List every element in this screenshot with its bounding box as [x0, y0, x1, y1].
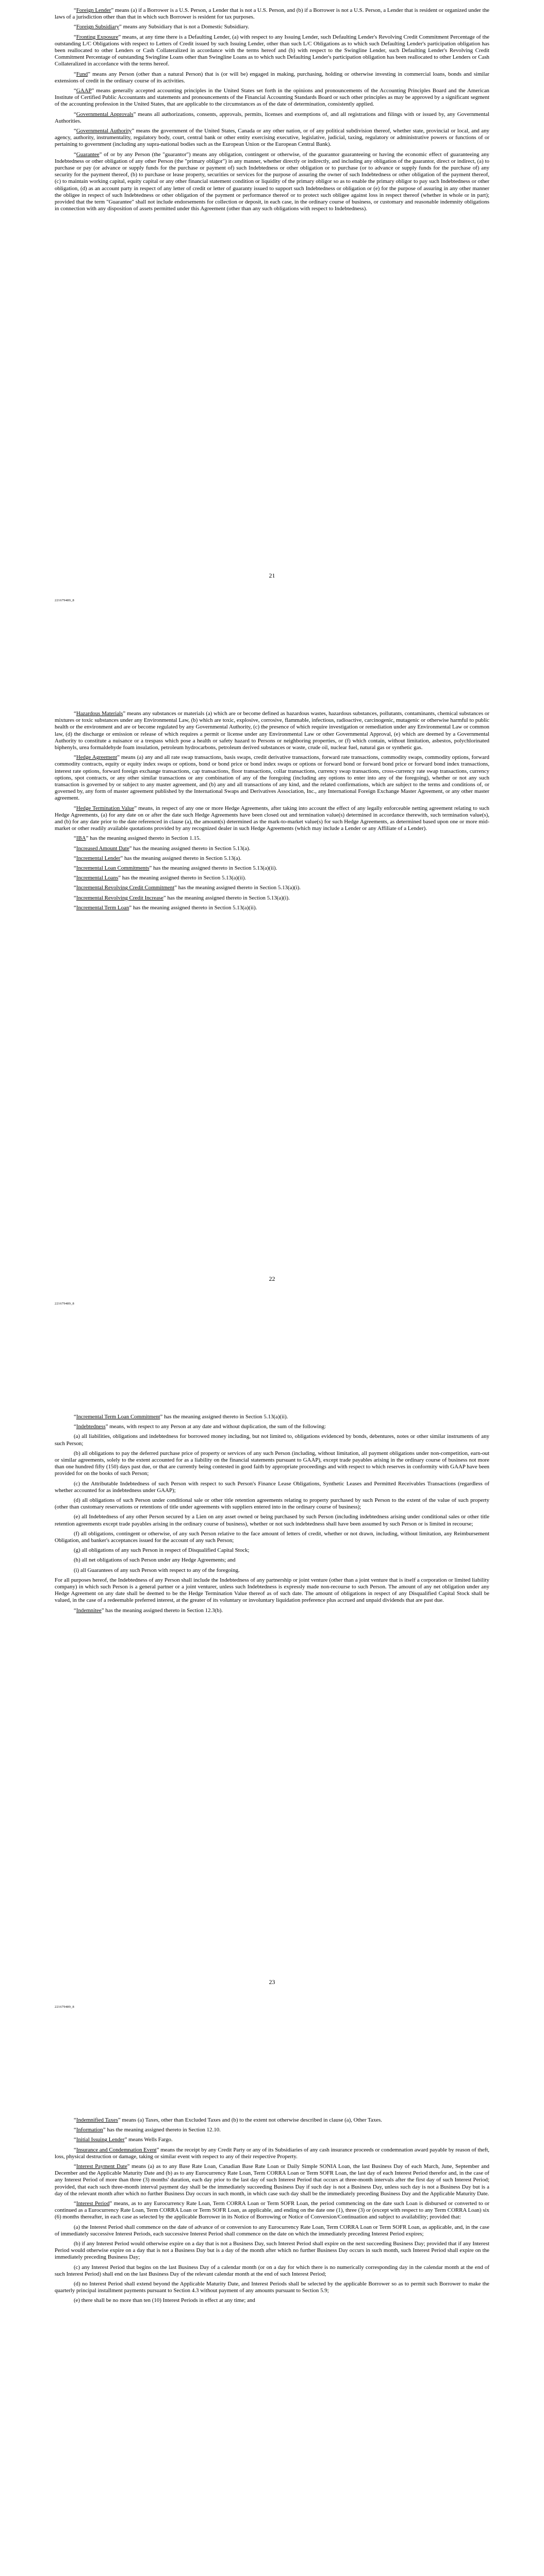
defined-term: Foreign Lender: [76, 7, 111, 13]
defined-term: Governmental Approvals: [76, 111, 134, 117]
definition-paragraph: “GAAP” means generally accepted accounting principles in the United States set forth in the opinions and pronouncements of the Accounting Principles Board and the American Institute of Certified Public Accountants and statements and pronouncements of the Financial Accounting Standards Board or such other principles as may be approved by a significant segment of the accounting profession in the United States, that are applicable to the circumstances as of the date of determination, consistently applied.: [55, 88, 489, 108]
definition-text: has the meaning assigned thereto in Section 5.13(a)(i).: [176, 885, 301, 891]
defined-term: Incremental Loan Commitments: [76, 865, 150, 872]
page-number: 21: [269, 572, 275, 579]
definition-text: means, at any time there is a Defaulting Lender, (a) with respect to any Issuing Lender, such Defaulting Lender's Revolving Credit Commitment Percentage of the outstanding L/C Obligations with respect to Letters of Credit issued by such Issuing Lender, other than such L/C Obligations as to which such Defaulting Lender's participation obligation has been reallocated to other Lenders or Cash Collateralized in accordance with the terms hereof and (b) with respect to the Swingline Lender, such Defaulting Lender's Revolving Credit Commitment Percentage of outstanding Swingline Loans other than Swingline Loans as to which such Defaulting Lender's participation obligation has been reallocated to other Lenders or Cash Collateralized in accordance with the terms hereof.: [55, 33, 489, 67]
body-paragraph: For all purposes hereof, the Indebtedness of any Person shall include the Indebtedness of any partnership or joint venture (other than a joint venture that is itself a corporation or limited liability company) in which such Person is a general partner or a joint venturer, unless such Indebtedness is expressly made non-recourse to such Person. The amount of any net obligation under any Hedge Agreement on any date shall be deemed to be the Hedge Termination Value thereof as of such date. The amount of obligations in respect of any Disqualified Capital Stock shall be valued, in the case of a redeemable preferred interest, at the greater of its voluntary or involuntary liquidation preference plus accrued and unpaid dividends that are past due.: [55, 1577, 489, 1604]
definition-text: means Wells Fargo.: [127, 2137, 173, 2143]
definition-text: has the meaning assigned thereto in Section 5.13(a).: [131, 845, 251, 852]
clause-paragraph: (c) any Interest Period that begins on the last Business Day of a calendar month (or on a day for which there is no numerically corresponding day in the calendar month at the end of such Interest Period) shall end on the last Business Day of the relevant calendar month at the end of such Interest Period;: [55, 2264, 489, 2277]
defined-term: Governmental Authority: [76, 128, 132, 134]
page-body: [55, 7, 489, 212]
defined-term: Indebtedness: [76, 1423, 106, 1430]
clause-paragraph: (c) the Attributable Indebtedness of such Person with respect to such Person's Finance Lease Obligations, Synthetic Leases and Permitted Receivables Transactions (regardless of whether accounted for as indebtedness under GAAP);: [55, 1480, 489, 1494]
definition-text: means (a) Taxes, other than Excluded Taxes and (b) to the extent not otherwise described in clause (a), Other Taxes.: [120, 2117, 382, 2123]
definition-text: means, in respect of any one or more Hedge Agreements, after taking into account the effect of any legally enforceable netting agreement relating to such Hedge Agreements, (a) for any date on or after the date such Hedge Agreements have been closed out and termination value(s) determined in accordance therewith, such termination value(s), and (b) for any date prior to the date referenced in clause (a), the amount(s) determined as the mark-to-market value(s) for such Hedge Agreements, as determined based upon one or more mid-market or other readily available quotations provided by any recognized dealer in such Hedge Agreements (which may include a Lender or any Affiliate of a Lender).: [55, 805, 489, 832]
defined-term: Fund: [76, 71, 88, 77]
definition-paragraph: “Incremental Loans” has the meaning assigned thereto in Section 5.13(a)(ii).: [74, 875, 246, 882]
clause-paragraph: (d) no Interest Period shall extend beyond the Applicable Maturity Date, and Interest Periods shall be selected by the applicable Borrower so as to permit such Borrower to make the quarterly principal installment payments pursuant to Section 4.3 without payment of any amounts pursuant to Section 5.9;: [55, 2281, 489, 2294]
definition-paragraph: “Initial Issuing Lender” means Wells Fargo.: [74, 2137, 173, 2143]
page-number: 22: [269, 1275, 275, 1282]
definition-text: means generally accepted accounting principles in the United States set forth in the opinions and pronouncements of the Accounting Principles Board and the American Institute of Certified Public Accountants and statements and pronouncements of the Financial Accounting Standards Board or such other principles as may be approved by a significant segment of the accounting profession in the United States, that are applicable to the circumstances as of the date of determination, consistently applied.: [55, 88, 489, 108]
defined-term: Incremental Revolving Credit Increase: [76, 894, 163, 901]
clause-paragraph: (e) all Indebtedness of any other Person secured by a Lien on any asset owned or being purchased by such Person (including indebtedness arising under conditional sales or other title retention agreements except trade payables arising in the ordinary course of business), whether or not such indebtedness shall have been assumed by such Person or is limited in recourse;: [55, 1514, 489, 1527]
document-id: 221679489_8: [55, 1302, 74, 1306]
definition-paragraph: “Incremental Loan Commitments” has the meaning assigned thereto in Section 5.13(a)(ii).: [74, 865, 277, 872]
definition-text: means the receipt by any Credit Party or any of its Subsidiaries of any cash insurance proceeds or condemnation award payable by reason of theft, loss, physical destruction or damage, taking or similar event with respect to any of their respective Property.: [55, 2146, 490, 2160]
defined-term: Incremental Term Loan Commitment: [76, 1414, 160, 1420]
clause-paragraph: (e) there shall be no more than ten (10) Interest Periods in effect at any time; and: [74, 2297, 255, 2304]
clause-paragraph: (a) the Interest Period shall commence on the date of advance of or conversion to any Eurocurrency Rate Loan, Term CORRA Loan or Term SOFR Loan, as applicable, and, in the case of immediately successive Interest Periods, each successive Interest Period shall commence on the date on which the immediately preceding Interest Period expires;: [55, 2224, 489, 2237]
definition-text: has the meaning assigned thereto in Section 5.13(a)(ii).: [131, 904, 257, 911]
defined-term: IBA: [76, 835, 86, 842]
definition-paragraph: “Fund” means any Person (other than a natural Person) that is (or will be) engaged in making, purchasing, holding or otherwise investing in commercial loans, bonds and similar extensions of credit in the ordinary course of its activities.: [55, 71, 489, 84]
definition-paragraph: “Governmental Approvals” means all authorizations, consents, approvals, permits, licenses and exemptions of, and all registrations and filings with or issued by, any Governmental Authorities.: [55, 111, 489, 124]
definition-text: has the meaning assigned thereto in Section 5.13(a)(ii).: [152, 865, 277, 872]
defined-term: Interest Payment Date: [76, 2163, 127, 2170]
definition-paragraph: “Foreign Subsidiary” means any Subsidiary that is not a Domestic Subsidiary.: [74, 24, 250, 30]
definition-paragraph: “Hedge Termination Value” means, in respect of any one or more Hedge Agreements, after taking into account the effect of any legally enforceable netting agreement relating to such Hedge Agreements, (a) for any date on or after the date such Hedge Agreements have been closed out and termination value(s) determined in accordance therewith, such termination value(s), and (b) for any date prior to the date referenced in clause (a), the amount(s) determined as the mark-to-market value(s) for such Hedge Agreements, as determined based upon one or more mid-market or other readily available quotations provided by any recognized dealer in such Hedge Agreements (which may include a Lender or any Affiliate of a Lender).: [55, 805, 489, 832]
defined-term: Insurance and Condemnation Event: [76, 2146, 157, 2153]
definition-paragraph: “Foreign Lender” means (a) if a Borrower is a U.S. Person, a Lender that is not a U.S. Person, and (b) if a Borrower is not a U.S. Person, a Lender that is resident or organized under the laws of a jurisdiction other than that in which such Borrower is resident for tax purposes.: [55, 7, 489, 21]
definition-text: means any Person (other than a natural Person) that is (or will be) engaged in making, purchasing, holding or otherwise investing in commercial loans, bonds and similar extensions of credit in the ordinary course of its activities.: [55, 71, 489, 84]
defined-term: Foreign Subsidiary: [76, 24, 120, 30]
defined-term: Indemnified Taxes: [76, 2117, 118, 2123]
definition-paragraph: “Incremental Term Loan Commitment” has the meaning assigned thereto in Section 5.13(a)(ii).: [74, 1414, 288, 1420]
document-id: 221679489_8: [55, 599, 74, 602]
defined-term: Hazardous Materials: [76, 710, 123, 717]
definition-paragraph: “Incremental Lender” has the meaning assigned thereto in Section 5.13(a).: [74, 855, 242, 861]
clause-paragraph: (i) all Guarantees of any such Person with respect to any of the foregoing.: [74, 1567, 240, 1573]
definition-text: has the meaning assigned thereto in Section 5.13(a)(ii).: [121, 875, 246, 882]
definition-paragraph: “Interest Payment Date” means (a) as to any Base Rate Loan, Canadian Base Rate Loan or Daily Simple SONIA Loan, the last Business Day of each March, June, September and December and the Applicable Maturity Date and (b) as to any Eurocurrency Rate Loan, Term CORRA Loan or Term SOFR Loan, the last day of each Interest Period therefor and, in the case of any Interest Period of more than three (3) months' duration, each day prior to the last day of such Interest Period that occurs at three-month intervals after the first day of such Interest Period; provided, that each such three-month interval payment day shall be the immediately succeeding Business Day if such day is not a Business Day, unless such day is not a Business Day but is a day of the relevant month after which no further Business Day occurs in such month, in which case such day shall be the immediately preceding Business Day and the Applicable Maturity Date.: [55, 2163, 489, 2197]
definition-text: means any substances or materials (a) which are or become defined as hazardous wastes, hazardous substances, pollutants, contaminants, chemical substances or mixtures or toxic substances under any Environmental Law, (b) which are toxic, explosive, corrosive, flammable, infectious, radioactive, carcinogenic, mutagenic or otherwise harmful to public health or the environment and are or become regulated by any Governmental Authority, (c) the presence of which require investigation or remediation under any Environmental Law or common law, (d) the discharge or emission or release of which requires a permit or license under any Environmental Law or other Governmental Approval, (e) which are deemed by a Governmental Authority to constitute a nuisance or a trespass which pose a health or safety hazard to Persons or neighboring properties, or (f) which contain, without limitation, asbestos, polychlorinated biphenyls, urea formaldehyde foam insulation, petroleum hydrocarbons, petroleum derived substances or waste, crude oil, nuclear fuel, natural gas or synthetic gas.: [55, 710, 489, 751]
defined-term: GAAP: [76, 88, 92, 94]
definition-text: means (a) any and all rate swap transactions, basis swaps, credit derivative transactions, forward rate transactions, commodity swaps, commodity options, forward commodity contracts, equity or equity index swaps or options, bond or bond price or bond index swaps or options or forward bond or forward bond price or forward bond index transactions, interest rate options, forward foreign exchange transactions, cap transactions, floor transactions, collar transactions, currency swap transactions, cross-currency rate swap transactions, currency options, spot contracts, or any other similar transactions or any combination of any of the foregoing (including any options to enter into any of the foregoing), whether or not any such transaction is governed by or subject to any master agreement, and (b) any and all transactions of any kind, and the related confirmations, which are subject to the terms and conditions of, or governed by, any form of master agreement published by the International Swaps and Derivatives Association, Inc., any International Foreign Exchange Master Agreement, or any other master agreement.: [55, 754, 489, 802]
definition-paragraph: “Incremental Revolving Credit Increase” has the meaning assigned thereto in Section 5.13(a)(i).: [74, 894, 290, 901]
defined-term: Incremental Revolving Credit Commitment: [76, 885, 175, 891]
definition-paragraph: “Insurance and Condemnation Event” means the receipt by any Credit Party or any of its Subsidiaries of any cash insurance proceeds or condemnation award payable by reason of theft, loss, physical destruction or damage, taking or similar event with respect to any of their respective Property.: [55, 2146, 490, 2160]
clause-paragraph: (b) if any Interest Period would otherwise expire on a day that is not a Business Day, such Interest Period shall expire on the next succeeding Business Day; provided that if any Interest Period would otherwise expire on a day that is not a Business Day but is a day of the month after which no further Business Day occurs in such month, such Interest Period shall expire on the immediately preceding Business Day;: [55, 2241, 489, 2261]
defined-term: Hedge Termination Value: [76, 805, 135, 811]
clause-paragraph: (b) all obligations to pay the deferred purchase price of property or services of any such Person (including, without limitation, all payment obligations under non-competition, earn-out or similar agreements, solely to the extent accounted for as a liability on the financial statements pursuant to GAAP), except trade payables arising in the ordinary course of business not more than one hundred fifty (150) days past due, or that are currently being contested in good faith by appropriate proceedings and with respect to which reserves in conformity with GAAP have been provided for on the books of such Person;: [55, 1450, 489, 1477]
definition-paragraph: “Governmental Authority” means the government of the United States, Canada or any other nation, or of any political subdivision thereof, whether state, provincial or local, and any agency, authority, instrumentality, regulatory body, court, central bank or other entity exercising executive, legislative, judicial, taxing, regulatory or administrative powers or functions of or pertaining to government (including any supra-national bodies such as the European Union or the European Central Bank).: [55, 128, 489, 148]
definition-text: means, as to any Eurocurrency Rate Loan, Term CORRA Loan or Term SOFR Loan, the period commencing on the date such Loan is disbursed or converted to or continued as a Eurocurrency Rate Loan, Term CORRA Loan or Term SOFR Loan, as applicable, and ending on the date one (1), three (3) or (except with respect to any Term CORRA Loan) six (6) months thereafter, in each case as selected by the applicable Borrower in its Notice of Borrowing or Notice of Conversion/Continuation and subject to availability; provided that:: [55, 2200, 490, 2221]
definition-text: has the meaning assigned thereto in Section 12.10.: [105, 2127, 221, 2133]
definition-text: has the meaning assigned thereto in Section 1.15.: [88, 835, 201, 842]
clause-paragraph: (f) all obligations, contingent or otherwise, of any such Person relative to the face amount of letters of credit, whether or not drawn, including, without limitation, any Reimbursement Obligation, and banker's acceptances issued for the account of any such Person;: [55, 1530, 489, 1544]
definition-text: has the meaning assigned thereto in Section 5.13(a).: [123, 855, 242, 861]
page-number: 23: [269, 1978, 275, 1986]
definition-text: means all authorizations, consents, approvals, permits, licenses and exemptions of, and all registrations and filings with or issued by, any Governmental Authorities.: [55, 111, 489, 124]
defined-term: Initial Issuing Lender: [76, 2137, 125, 2143]
page-body: [55, 710, 489, 911]
defined-term: Information: [76, 2127, 103, 2133]
defined-term: Incremental Loans: [76, 875, 119, 882]
definition-paragraph: “Interest Period” means, as to any Eurocurrency Rate Loan, Term CORRA Loan or Term SOFR Loan, the period commencing on the date such Loan is disbursed or converted to or continued as a Eurocurrency Rate Loan, Term CORRA Loan or Term SOFR Loan, as applicable, and ending on the date one (1), three (3) or (except with respect to any Term CORRA Loan) six (6) months thereafter, in each case as selected by the applicable Borrower in its Notice of Borrowing or Notice of Conversion/Continuation and subject to availability; provided that:: [55, 2200, 490, 2221]
definition-text: means the government of the United States, Canada or any other nation, or of any political subdivision thereof, whether state, provincial or local, and any agency, authority, instrumentality, regulatory body, court, central bank or other entity exercising executive, legislative, judicial, taxing, regulatory or administrative powers or functions of or pertaining to government (including any supra-national bodies such as the European Union or the European Central Bank).: [55, 128, 489, 148]
definition-text: means (a) as to any Base Rate Loan, Canadian Base Rate Loan or Daily Simple SONIA Loan, the last Business Day of each March, June, September and December and the Applicable Maturity Date and (b) as to any Eurocurrency Rate Loan, Term CORRA Loan or Term SOFR Loan, the last day of each Interest Period therefor and, in the case of any Interest Period of more than three (3) months' duration, each day prior to the last day of such Interest Period that occurs at three-month intervals after the first day of such Interest Period; provided, that each such three-month interval payment day shall be the immediately succeeding Business Day if such day is not a Business Day, unless such day is not a Business Day but is a day of the relevant month after which no further Business Day occurs in such month, in which case such day shall be the immediately preceding Business Day and the Applicable Maturity Date.: [55, 2163, 489, 2197]
defined-term: Guarantee: [76, 151, 100, 158]
definition-paragraph: “Information” has the meaning assigned thereto in Section 12.10.: [74, 2127, 221, 2133]
defined-term: Interest Period: [76, 2200, 110, 2207]
defined-term: Hedge Agreement: [76, 754, 118, 761]
definition-paragraph: “IBA” has the meaning assigned thereto in Section 1.15.: [74, 835, 201, 842]
definition-paragraph: “Hazardous Materials” means any substances or materials (a) which are or become defined as hazardous wastes, hazardous substances, pollutants, contaminants, chemical substances or mixtures or toxic substances under any Environmental Law, (b) which are toxic, explosive, corrosive, flammable, infectious, radioactive, carcinogenic, mutagenic or otherwise harmful to public health or the environment and are or become regulated by any Governmental Authority, (c) the presence of which require investigation or remediation under any Environmental Law or common law, (d) the discharge or emission or release of which requires a permit or license under any Environmental Law or other Governmental Approval, (e) which are deemed by a Governmental Authority to constitute a nuisance or a trespass which pose a health or safety hazard to Persons or neighboring properties, or (f) which contain, without limitation, asbestos, polychlorinated biphenyls, urea formaldehyde foam insulation, petroleum hydrocarbons, petroleum derived substances or waste, crude oil, nuclear fuel, natural gas or synthetic gas.: [55, 710, 489, 751]
defined-term: Incremental Lender: [76, 855, 121, 861]
document-page: [0, 0, 544, 703]
document-page: [0, 1406, 544, 2110]
definition-paragraph: “Incremental Term Loan” has the meaning assigned thereto in Section 5.13(a)(ii).: [74, 904, 257, 911]
definition-text: of or by any Person (the "guarantor") means any obligation, contingent or otherwise, of the guarantor guaranteeing or having the economic effect of guaranteeing any Indebtedness or other obligation of any other Person (the "primary obligor") in any manner, whether directly or indirectly, and including any obligation of the guarantor, direct or indirect, (a) to purchase or pay (or advance or supply funds for the purchase or payment of) such Indebtedness or other obligation or to purchase (or to advance or supply funds for the purchase of) any security for the payment thereof, (b) to purchase or lease property, securities or services for the purpose of assuring the owner of such Indebtedness or other obligation of the payment thereof, (c) to maintain working capital, equity capital or any other financial statement condition or liquidity of the primary obligor so as to enable the primary obligor to pay such Indebtedness or other obligation, (d) as an account party in respect of any letter of credit or letter of guaranty issued to support such Indebtedness or obligation or (e) for the purpose of assuring in any other manner the obligee in respect of such Indebtedness or other obligation of the payment or performance thereof or to protect such obligee against loss in respect thereof (whether in whole or in part); provided that the term "Guarantee" shall not include endorsements for collection or deposit, in each case, in the ordinary course of business, or customary and reasonable indemnity obligations in connection with any disposition of assets permitted under this Agreement (other than any such obligations with respect to Indebtedness).: [55, 151, 489, 212]
defined-term: Increased Amount Date: [76, 845, 129, 852]
definition-text: means (a) if a Borrower is a U.S. Person, a Lender that is not a U.S. Person, and (b) if a Borrower is not a U.S. Person, a Lender that is resident or organized under the laws of a jurisdiction other than that in which such Borrower is resident for tax purposes.: [55, 7, 489, 21]
clause-paragraph: (h) all net obligations of such Person under any Hedge Agreements; and: [74, 1557, 236, 1564]
definition-text: means any Subsidiary that is not a Domestic Subsidiary.: [121, 24, 250, 30]
clause-paragraph: (d) all obligations of such Person under conditional sale or other title retention agreements relating to property purchased by such Person to the extent of the value of such property (other than customary reservations or retentions of title under agreements with suppliers entered into in the ordinary course of business);: [55, 1497, 489, 1511]
page-body: [55, 1414, 489, 1614]
defined-term: Fronting Exposure: [76, 33, 119, 40]
definition-paragraph: “Incremental Revolving Credit Commitment” has the meaning assigned thereto in Section 5.13(a)(i).: [74, 885, 301, 891]
definition-paragraph: “Indebtedness” means, with respect to any Person at any date and without duplication, the sum of the following:: [74, 1423, 326, 1430]
definition-text: means, with respect to any Person at any date and without duplication, the sum of the following:: [108, 1423, 326, 1430]
definition-paragraph: “Indemnitee” has the meaning assigned thereto in Section 12.3(b).: [74, 1607, 223, 1614]
clause-paragraph: (g) all obligations of any such Person in respect of Disqualified Capital Stock;: [74, 1547, 250, 1554]
page-body: [55, 2117, 489, 2304]
defined-term: Indemnitee: [76, 1607, 102, 1614]
definition-text: has the meaning assigned thereto in Section 5.13(a)(ii).: [162, 1414, 288, 1420]
document-page: [0, 2110, 544, 2576]
clause-paragraph: (a) all liabilities, obligations and indebtedness for borrowed money including, but not limited to, obligations evidenced by bonds, debentures, notes or other similar instruments of any such Person;: [55, 1433, 489, 1447]
definition-paragraph: “Increased Amount Date” has the meaning assigned thereto in Section 5.13(a).: [74, 845, 251, 852]
definition-paragraph: “Guarantee” of or by any Person (the "guarantor") means any obligation, contingent or otherwise, of the guarantor guaranteeing or having the economic effect of guaranteeing any Indebtedness or other obligation of any other Person (the "primary obligor") in any manner, whether directly or indirectly, and including any obligation of the guarantor, direct or indirect, (a) to purchase or pay (or advance or supply funds for the purchase or payment of) such Indebtedness or other obligation or to purchase (or to advance or supply funds for the purchase of) any security for the payment thereof, (b) to purchase or lease property, securities or services for the purpose of assuring the owner of such Indebtedness or other obligation of the payment thereof, (c) to maintain working capital, equity capital or any other financial statement condition or liquidity of the primary obligor so as to enable the primary obligor to pay such Indebtedness or other obligation, (d) as an account party in respect of any letter of credit or letter of guaranty issued to support such Indebtedness or obligation or (e) for the purpose of assuring in any other manner the obligee in respect of such Indebtedness or other obligation of the payment or performance thereof or to protect such obligee against loss in respect thereof (whether in whole or in part); provided that the term "Guarantee" shall not include endorsements for collection or deposit, in each case, in the ordinary course of business, or customary and reasonable indemnity obligations in connection with any disposition of assets permitted under this Agreement (other than any such obligations with respect to Indebtedness).: [55, 151, 489, 212]
definition-text: has the meaning assigned thereto in Section 12.3(b).: [104, 1607, 223, 1614]
definition-paragraph: “Hedge Agreement” means (a) any and all rate swap transactions, basis swaps, credit derivative transactions, forward rate transactions, commodity swaps, commodity options, forward commodity contracts, equity or equity index swaps or options, bond or bond price or bond index swaps or options or forward bond or forward bond price or forward bond index transactions, interest rate options, forward foreign exchange transactions, cap transactions, floor transactions, collar transactions, currency swap transactions, cross-currency rate swap transactions, currency options, spot contracts, or any other similar transactions or any combination of any of the foregoing (including any options to enter into any of the foregoing), whether or not any such transaction is governed by or subject to any master agreement, and (b) any and all transactions of any kind, and the related confirmations, which are subject to the terms and conditions of, or governed by, any form of master agreement published by the International Swaps and Derivatives Association, Inc., any International Foreign Exchange Master Agreement, or any other master agreement.: [55, 754, 489, 802]
definition-paragraph: “Indemnified Taxes” means (a) Taxes, other than Excluded Taxes and (b) to the extent not otherwise described in clause (a), Other Taxes.: [74, 2117, 382, 2123]
defined-term: Incremental Term Loan: [76, 904, 129, 911]
document-page: [0, 703, 544, 1406]
definition-paragraph: “Fronting Exposure” means, at any time there is a Defaulting Lender, (a) with respect to any Issuing Lender, such Defaulting Lender's Revolving Credit Commitment Percentage of the outstanding L/C Obligations with respect to Letters of Credit issued by such Issuing Lender, other than such L/C Obligations as to which such Defaulting Lender's participation obligation has been reallocated to other Lenders or Cash Collateralized in accordance with the terms hereof and (b) with respect to the Swingline Lender, such Defaulting Lender's Revolving Credit Commitment Percentage of outstanding Swingline Loans other than Swingline Loans as to which such Defaulting Lender's participation obligation has been reallocated to other Lenders or Cash Collateralized in accordance with the terms hereof.: [55, 33, 489, 67]
document-id: 221679489_8: [55, 2005, 74, 2009]
definition-text: has the meaning assigned thereto in Section 5.13(a)(i).: [166, 894, 290, 901]
